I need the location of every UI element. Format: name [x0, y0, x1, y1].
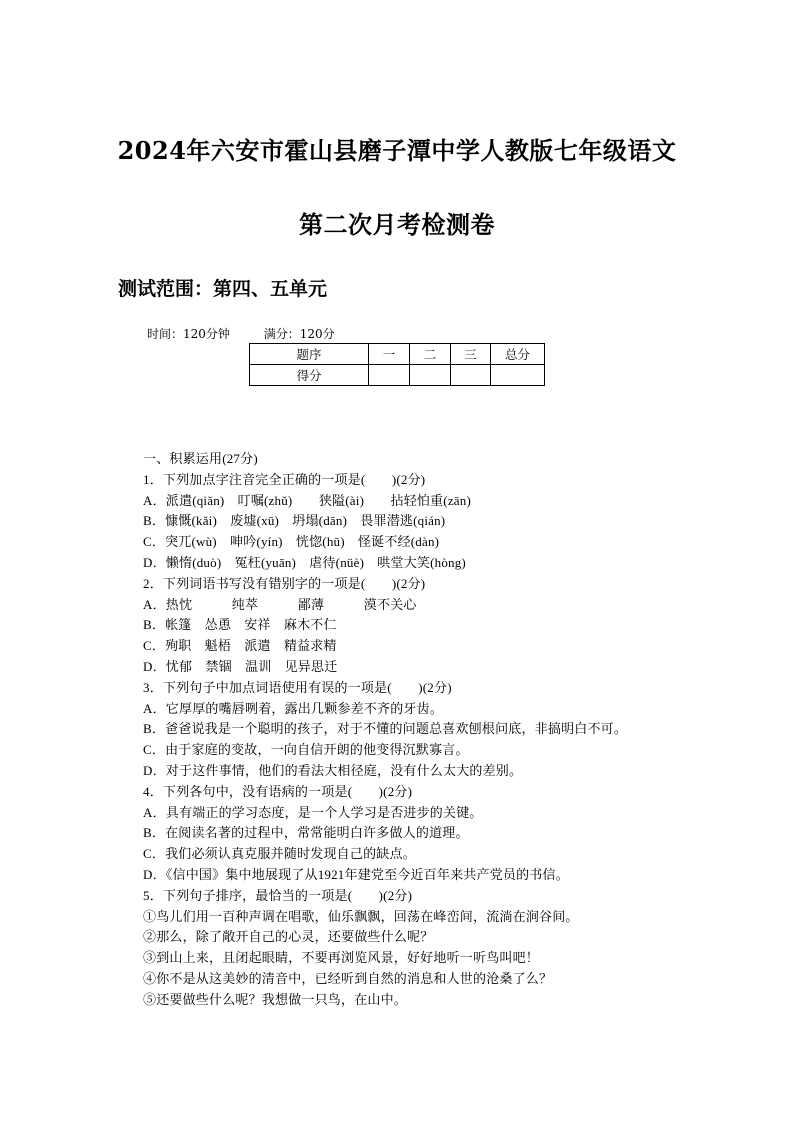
question-stem: 2．下列词语书写没有错别字的一项是( )(2分): [143, 575, 426, 591]
answer-option: B．在阅读名著的过程中，常常能明白许多做人的道理。: [143, 825, 469, 841]
score-table-cell: 得分: [250, 365, 369, 386]
exam-title-line2: 第二次月考检测卷: [299, 210, 495, 239]
question-stem: 5．下列句子排序，最恰当的一项是( )(2分): [143, 887, 413, 903]
answer-option: A．派遣(qiǎn) 叮嘱(zhǔ) 狭隘(ài) 拈轻怕重(zān): [143, 492, 471, 508]
score-table: [249, 343, 545, 386]
ordering-sentence: ①鸟儿们用一百种声调在唱歌，仙乐飘飘，回荡在峰峦间，流淌在涧谷间。: [143, 908, 579, 924]
question-body: [143, 449, 763, 1011]
score-table-cell: 三: [451, 344, 491, 365]
ordering-sentence: ②那么，除了敞开自己的心灵，还要做些什么呢？: [143, 929, 434, 945]
score-table-cell: 一: [369, 344, 410, 365]
answer-option: C．殉职 魁梧 派遣 精益求精: [143, 638, 337, 654]
section-heading: 一、积累运用(27分): [143, 451, 258, 466]
answer-option: D．《信中国》集中地展现了从1921年建党至今近百年来共产党员的书信。: [143, 866, 569, 882]
question-stem: 4．下列各句中，没有语病的一项是( )(2分): [143, 783, 413, 799]
score-table-cell: 二: [410, 344, 451, 365]
answer-option: D．忧郁 禁锢 温训 见异思迁: [143, 658, 338, 674]
answer-option: B．帐篷 怂恿 安祥 麻木不仁: [143, 617, 337, 633]
score-table-score-row: [250, 365, 545, 386]
answer-option: A．它厚厚的嘴唇咧着，露出几颗参差不齐的牙齿。: [143, 700, 443, 716]
answer-option: B．爸爸说我是一个聪明的孩子，对于不懂的问题总喜欢刨根问底，非搞明白不可。: [143, 721, 628, 737]
ordering-sentence: ④你不是从这美妙的清音中，已经听到自然的消息和人世的沧桑了么？: [143, 970, 553, 986]
score-table-cell: 总分: [491, 344, 545, 365]
answer-option: C．我们必须认真克服并随时发现自己的缺点。: [143, 846, 416, 862]
ordering-sentence: ⑤还要做些什么呢？我想做一只鸟，在山中。: [143, 991, 408, 1007]
score-table-header-row: [250, 344, 545, 365]
score-entry-cell[interactable]: [491, 365, 545, 386]
score-entry-cell[interactable]: [410, 365, 451, 386]
question-stem: 3．下列句子中加点词语使用有误的一项是( )(2分): [143, 679, 452, 695]
exam-title-line1: 2024年六安市霍山县磨子潭中学人教版七年级语文: [117, 136, 677, 165]
answer-option: C．突兀(wù) 呻吟(yín) 恍惚(hū) 怪诞不经(dàn): [143, 534, 440, 550]
question-stem: 1．下列加点字注音完全正确的一项是( )(2分): [143, 471, 426, 487]
exam-time: 时间：120分钟: [147, 327, 230, 341]
answer-option: D．懒惰(duò) 冤枉(yuān) 虐待(nüè) 哄堂大笑(hòng): [143, 554, 466, 570]
score-entry-cell[interactable]: [369, 365, 410, 386]
answer-option: A．热忱 纯萃 鄙薄 漠不关心: [143, 596, 417, 612]
test-scope: 测试范围：第四、五单元: [118, 278, 328, 300]
full-score: 满分：120分: [263, 327, 335, 341]
score-table-cell: 题序: [250, 344, 369, 365]
score-entry-cell[interactable]: [451, 365, 491, 386]
ordering-sentence: ③到山上来，且闭起眼睛，不要再浏览风景，好好地听一听鸟叫吧！: [143, 950, 540, 966]
answer-option: B．慷慨(kǎi) 废墟(xū) 坍塌(dān) 畏罪潜逃(qián): [143, 513, 446, 529]
time-and-score-line: [147, 325, 335, 342]
answer-option: A．具有端正的学习态度，是一个人学习是否进步的关键。: [143, 804, 483, 820]
answer-option: C．由于家庭的变故，一向自信开朗的他变得沉默寡言。: [143, 742, 469, 758]
answer-option: D．对于这件事情，他们的看法大相径庭，没有什么太大的差别。: [143, 762, 523, 778]
